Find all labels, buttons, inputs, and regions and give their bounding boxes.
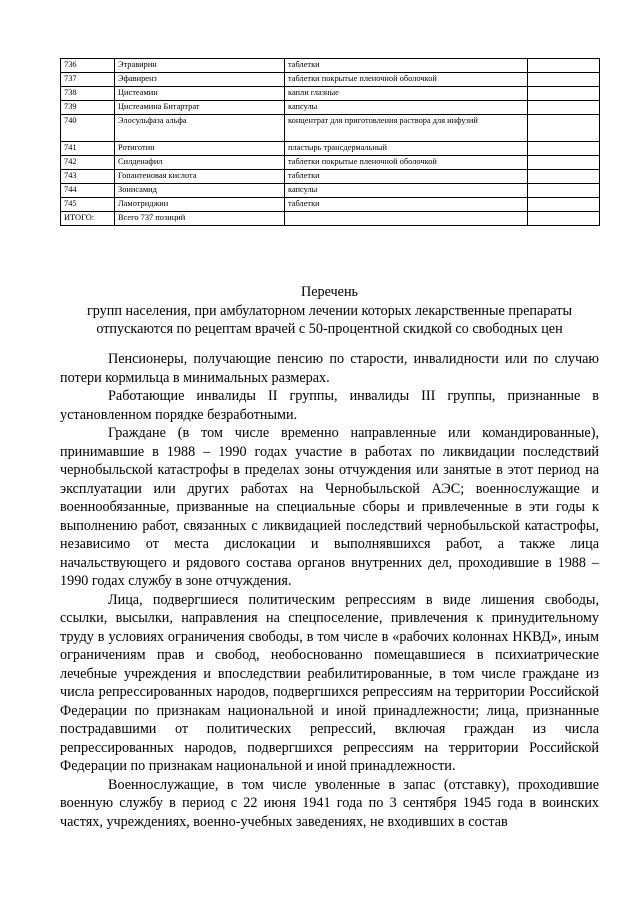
row-number: 738 xyxy=(61,87,115,101)
paragraph: Пенсионеры, получающие пенсию по старости, инвалидности или по случаю потери кормильца в минимальных размерах. xyxy=(60,351,599,386)
list-subtitle-line-1: групп населения, при амбулаторном лечении которых лекарственные препараты xyxy=(86,303,573,319)
empty-cell xyxy=(528,156,600,170)
empty-cell xyxy=(528,87,600,101)
drug-name: Ламотриджин xyxy=(115,198,285,212)
table-row xyxy=(61,73,600,87)
total-value: Всего 737 позиций xyxy=(115,212,285,226)
table-row xyxy=(61,101,600,115)
drug-form: капсулы xyxy=(285,184,528,198)
row-number: 743 xyxy=(61,170,115,184)
empty-cell xyxy=(528,115,600,142)
table-row xyxy=(61,156,600,170)
empty-cell xyxy=(528,198,600,212)
table-row xyxy=(61,184,600,198)
drug-form: таблетки покрытые пленочной оболочкой xyxy=(285,73,528,87)
empty-cell xyxy=(528,59,600,73)
paragraph: Военнослужащие, в том числе уволенные в запас (отставку), проходившие военную службу в период с 22 июня 1941 года по 3 сентября 1945 года в воинских частях, учреждениях, военно-учебных заведениях, не входивших в состав xyxy=(60,776,599,830)
list-title: Перечень xyxy=(300,284,359,300)
table-row xyxy=(61,115,600,142)
paragraph: Лица, подвергшиеся политическим репрессиям в виде лишения свободы, ссылки, высылки, направления на спецпоселение, привлечения к принудительному труду в условиях ограничения свободы, в том числе в «рабочих колоннах НКВД», иным ограничениям прав и свобод, необоснованно помещавшиеся в психиатрические лечебные учреждения и впоследствии реабилитированные, в том числе граждане из числа репрессированных народов, подвергшихся репрессиям на территории Российской Федерации по признакам национальной и иной принадлежности; лица, признанные пострадавшими от политических репрессий, включая граждан из числа репрессированных народов, подвергшихся репрессиям на территории Российской Федерации по признакам национальной и иной принадлежности. xyxy=(60,591,599,774)
paragraph: Граждане (в том числе временно направленные или командированные), принимавшие в 1988 – 1990 годах участие в работах по ликвидации последствий чернобыльской катастрофы в пределах зоны отчуждения или занятые в этот период на эксплуатации или других работах на Чернобыльской АЭС; военнослужащие и военнообязанные, призванные на специальные сборы и привлеченные в эти годы к выполнению работ, связанных с ликвидацией последствий чернобыльской катастрофы, независимо от места дислокации и выполнявшихся работ, а также лица начальствующего и рядового состава органов внутренних дел, проходившие в 1988 – 1990 годах службу в зоне отчуждения. xyxy=(60,425,599,589)
list-subtitle-line-2: отпускаются по рецептам врачей с 50-процентной скидкой со свободных цен xyxy=(96,321,563,337)
drug-form: таблетки xyxy=(285,59,528,73)
table-row xyxy=(61,170,600,184)
drug-name: Зонисамид xyxy=(115,184,285,198)
drug-form: пластырь трансдермальный xyxy=(285,142,528,156)
drug-name: Этравирин xyxy=(115,59,285,73)
paragraph: Работающие инвалиды II группы, инвалиды III группы, признанные в установленном порядке безработными. xyxy=(60,388,599,423)
empty-cell xyxy=(528,170,600,184)
row-number: 737 xyxy=(61,73,115,87)
body-text xyxy=(60,350,599,831)
drug-form: таблетки xyxy=(285,198,528,212)
table-row xyxy=(61,59,600,73)
row-number: 741 xyxy=(61,142,115,156)
drug-name: Цистеамина Битартрат xyxy=(115,101,285,115)
drug-name: Ротиготин xyxy=(115,142,285,156)
table-row xyxy=(61,198,600,212)
total-row xyxy=(61,212,600,226)
drug-name: Цистеамин xyxy=(115,87,285,101)
table-row xyxy=(61,142,600,156)
row-number: 740 xyxy=(61,115,115,142)
drug-name: Гопантеновая кислота xyxy=(115,170,285,184)
empty-cell xyxy=(528,73,600,87)
drug-table xyxy=(60,58,600,226)
empty-cell xyxy=(528,142,600,156)
drug-form xyxy=(285,212,528,226)
row-number: 745 xyxy=(61,198,115,212)
row-number: 736 xyxy=(61,59,115,73)
row-number: 742 xyxy=(61,156,115,170)
drug-form: капсулы xyxy=(285,101,528,115)
row-number: 739 xyxy=(61,101,115,115)
drug-form: капли глазные xyxy=(285,87,528,101)
row-number: 744 xyxy=(61,184,115,198)
table-row xyxy=(61,87,600,101)
drug-form: таблетки покрытые пленочной оболочкой xyxy=(285,156,528,170)
empty-cell xyxy=(528,101,600,115)
total-label: ИТОГО: xyxy=(61,212,115,226)
drug-form: таблетки xyxy=(285,170,528,184)
empty-cell xyxy=(528,212,600,226)
drug-name: Силденафил xyxy=(115,156,285,170)
empty-cell xyxy=(528,184,600,198)
drug-form: концентрат для приготовления раствора для инфузий xyxy=(285,115,528,142)
drug-name: Эфавиренз xyxy=(115,73,285,87)
drug-name: Элосульфаза альфа xyxy=(115,115,285,142)
